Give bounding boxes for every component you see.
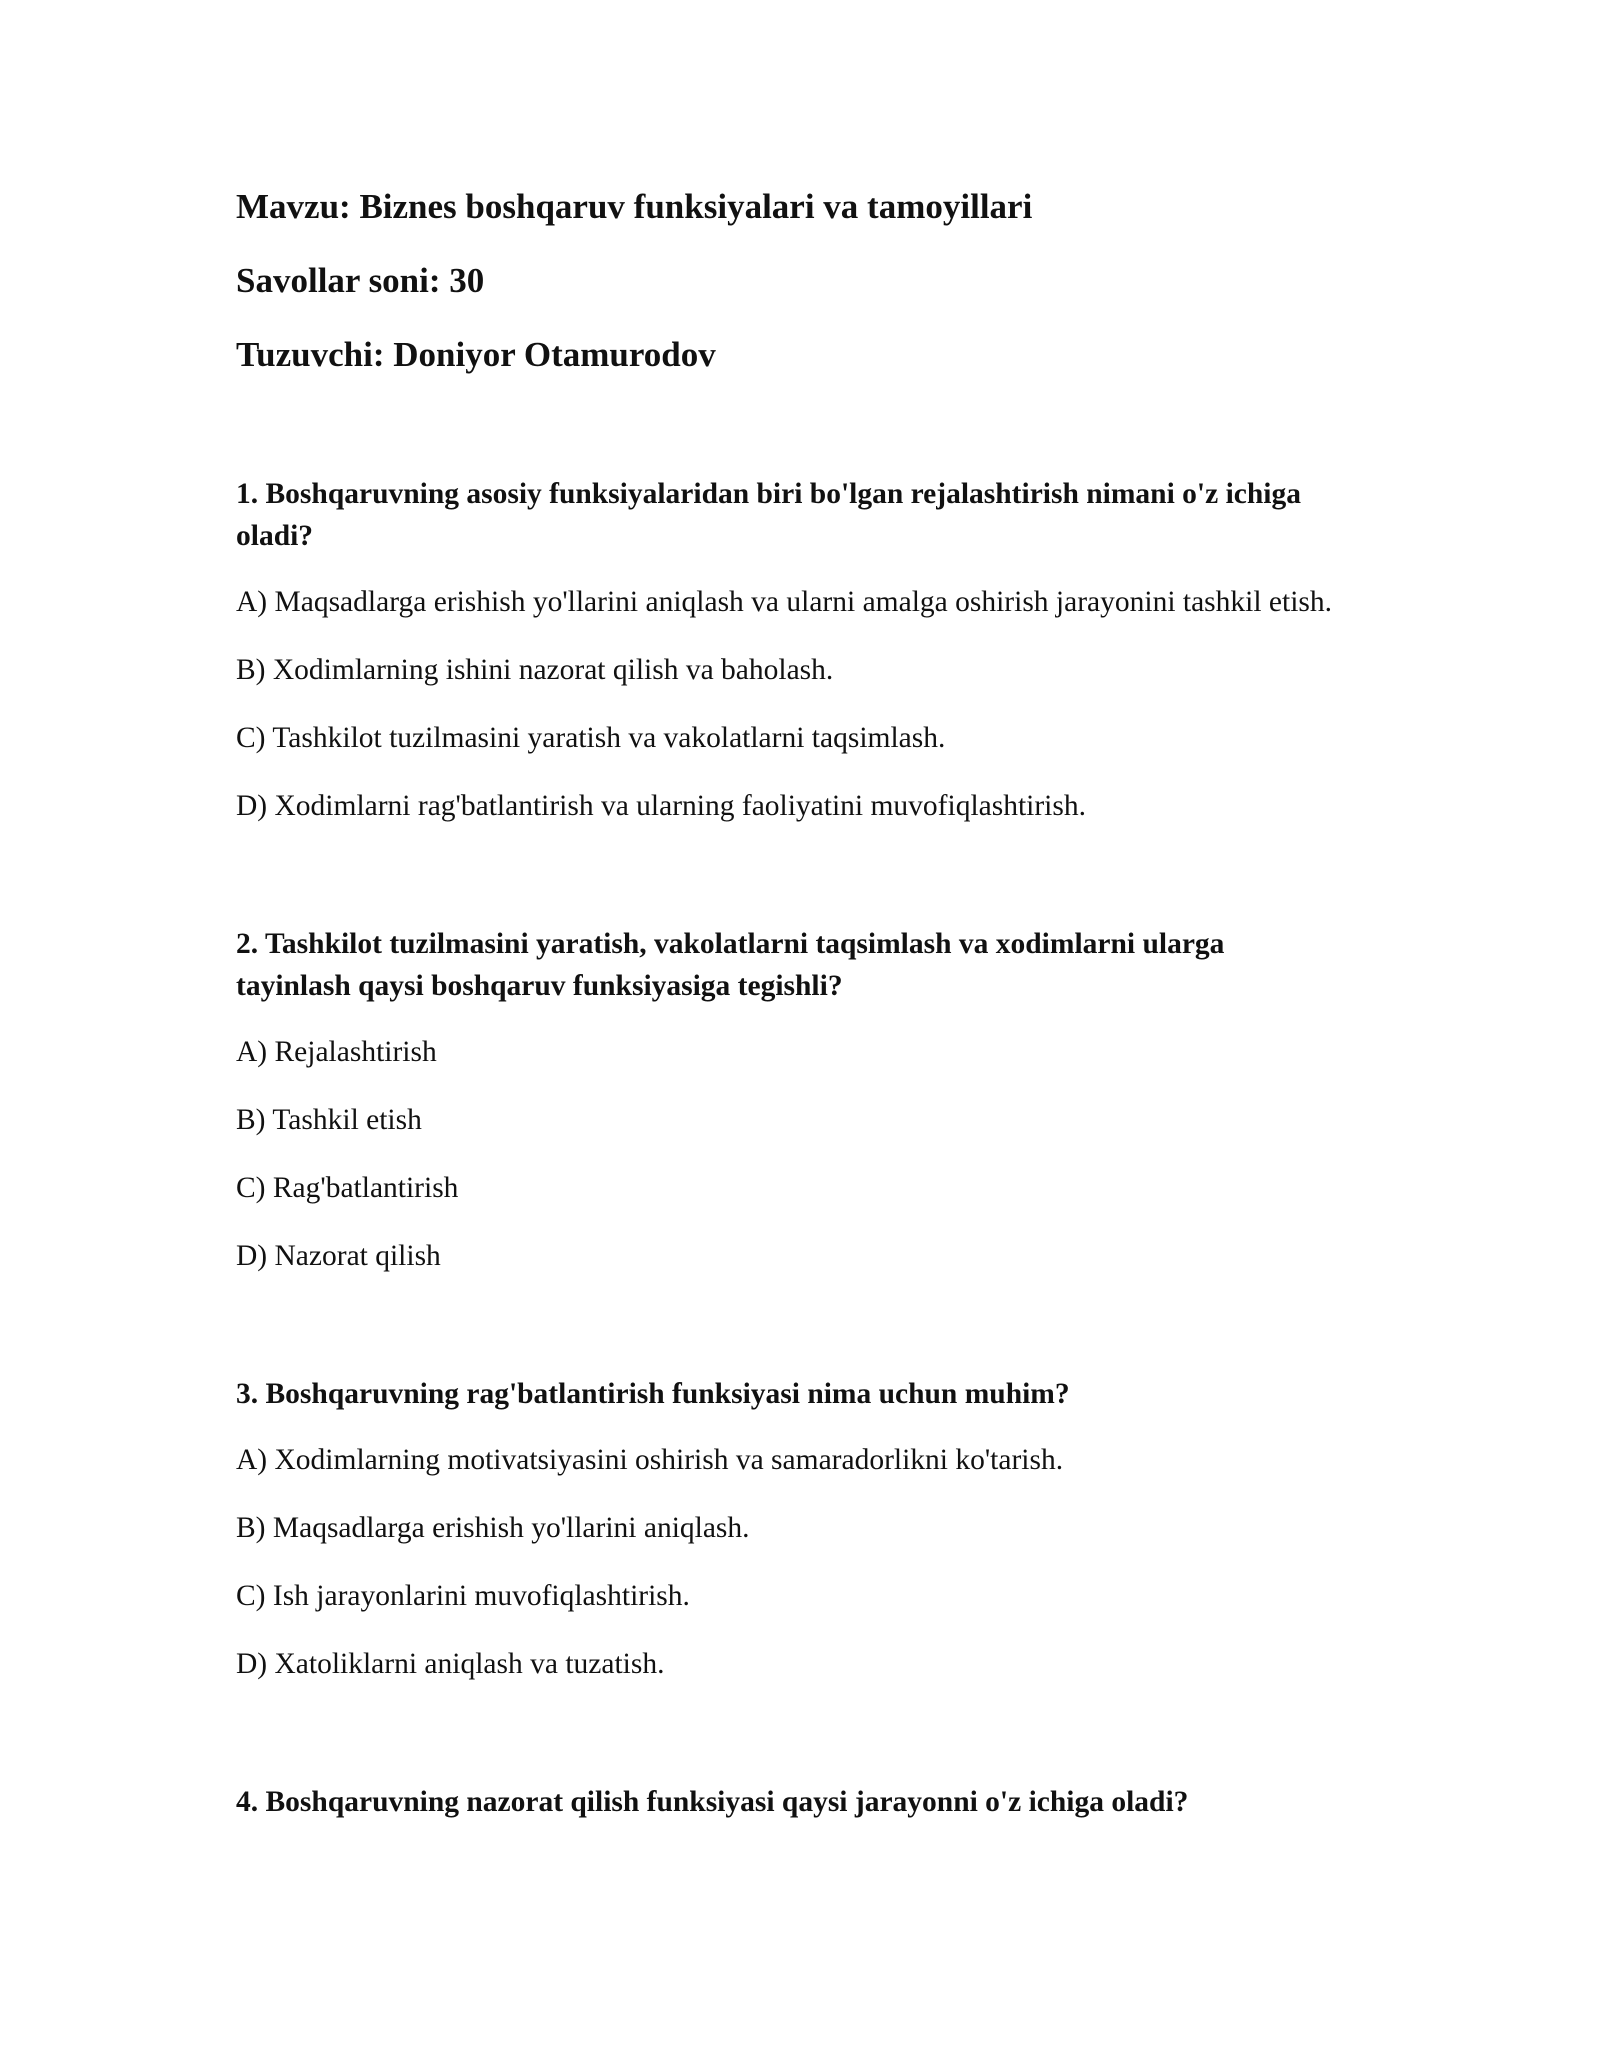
- question-4: [236, 1781, 1340, 1823]
- option-b: B) Xodimlarning ishini nazorat qilish va baholash.: [236, 654, 834, 686]
- option-c: C) Rag'batlantirish: [236, 1172, 459, 1204]
- questions-list: [236, 473, 1340, 1823]
- option-b: B) Maqsadlarga erishish yo'llarini aniqlash.: [236, 1512, 750, 1544]
- question-text: 2. Tashkilot tuzilmasini yaratish, vakolatlarni taqsimlash va xodimlarni ularga tayinlash qaysi boshqaruv funksiyasiga tegishli?: [236, 928, 1225, 1002]
- option-d: D) Xodimlarni rag'batlantirish va ularning faoliyatini muvofiqlashtirish.: [236, 790, 1086, 822]
- question-text: 1. Boshqaruvning asosiy funksiyalaridan biri bo'lgan rejalashtirish nimani o'z ichiga oladi?: [236, 478, 1301, 552]
- question-text: 3. Boshqaruvning rag'batlantirish funksiyasi nima uchun muhim?: [236, 1378, 1070, 1410]
- question-2: [236, 923, 1340, 1277]
- question-1: [236, 473, 1340, 827]
- document-header: [236, 185, 1340, 377]
- option-c: C) Tashkilot tuzilmasini yaratish va vakolatlarni taqsimlash.: [236, 722, 946, 754]
- option-d: D) Xatoliklarni aniqlash va tuzatish.: [236, 1648, 665, 1680]
- question-text: 4. Boshqaruvning nazorat qilish funksiyasi qaysi jarayonni o'z ichiga oladi?: [236, 1786, 1189, 1818]
- question-count-heading: Savollar soni: 30: [236, 261, 485, 300]
- option-d: D) Nazorat qilish: [236, 1240, 441, 1272]
- option-a: A) Maqsadlarga erishish yo'llarini aniqlash va ularni amalga oshirish jarayonini tashkil etish.: [236, 586, 1333, 618]
- option-b: B) Tashkil etish: [236, 1104, 422, 1136]
- author-heading: Tuzuvchi: Doniyor Otamurodov: [236, 335, 716, 374]
- option-a: A) Xodimlarning motivatsiyasini oshirish va samaradorlikni ko'tarish.: [236, 1444, 1064, 1476]
- topic-heading: Mavzu: Biznes boshqaruv funksiyalari va tamoyillari: [236, 187, 1033, 226]
- option-a: A) Rejalashtirish: [236, 1036, 437, 1068]
- question-3: [236, 1373, 1340, 1685]
- option-c: C) Ish jarayonlarini muvofiqlashtirish.: [236, 1580, 690, 1612]
